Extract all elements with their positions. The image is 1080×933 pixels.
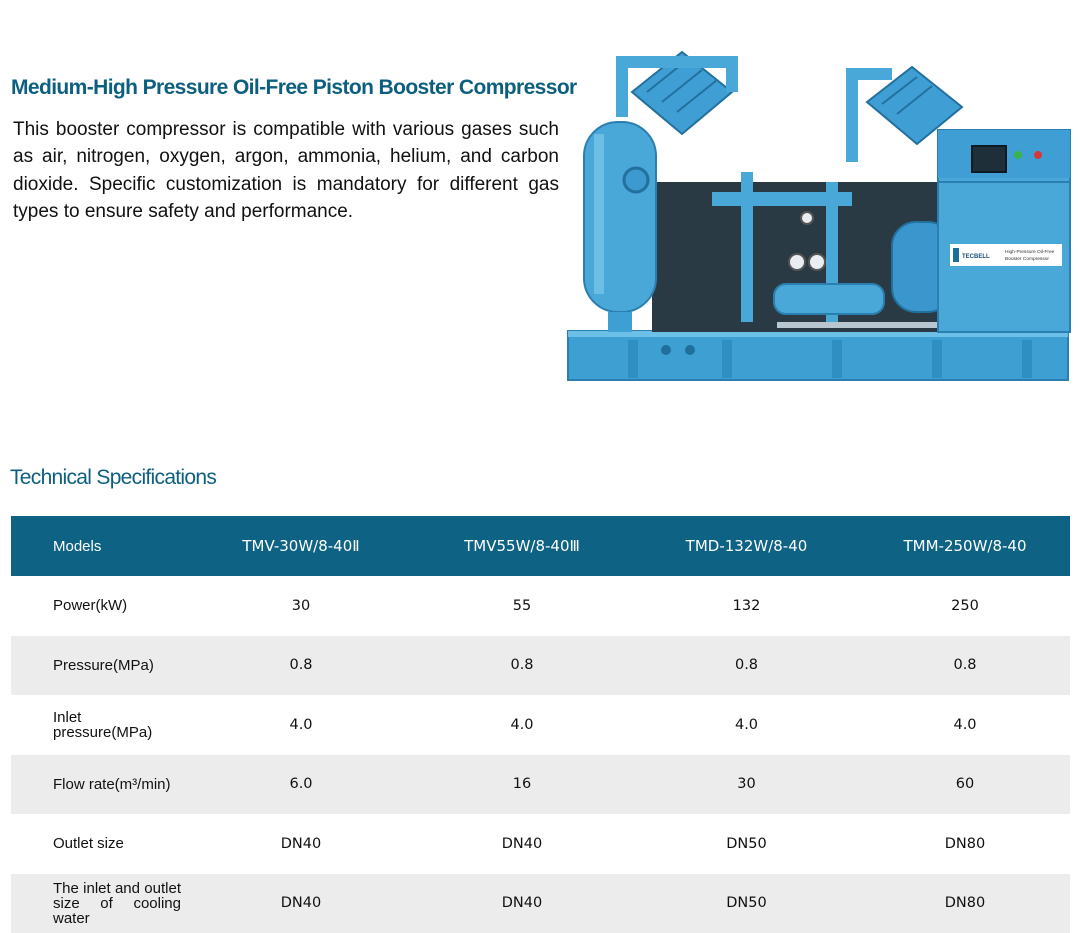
table-row — [11, 874, 1070, 933]
brand-logo-text: TECBELL — [962, 254, 990, 260]
cell-value: 60 — [955, 776, 975, 793]
table-row — [11, 814, 1070, 874]
cell-value: 30 — [291, 597, 311, 614]
cell-value: 0.8 — [953, 657, 977, 674]
cell-value: DN40 — [280, 895, 322, 912]
cell-value: 30 — [737, 776, 756, 793]
compressor-illustration — [568, 52, 1070, 380]
panel-label-line1: High-Pressure Oil-Free — [1005, 250, 1055, 255]
header-label: Models — [53, 537, 102, 555]
model-header: TMV-30W/8-40Ⅱ — [242, 537, 360, 555]
cell-value: 4.0 — [734, 716, 759, 733]
cell-value: 55 — [512, 597, 532, 614]
cell-value: DN80 — [944, 835, 986, 852]
product-description: This booster compressor is compatible with various gases such as air, nitrogen, oxygen, argon, ammonia, helium, and carbon dioxide. Specific customization is mandatory for different gas types to ensure safety and performance. — [13, 119, 559, 222]
cell-value: DN50 — [726, 835, 767, 852]
cell-value: 6.0 — [289, 776, 313, 793]
table-header-row — [11, 516, 1070, 576]
panel-label-line2: Booster Compressor — [1005, 257, 1049, 262]
cell-value: 4.0 — [953, 716, 977, 733]
row-label: Flow rate(m³/min) — [53, 775, 171, 793]
row-label: Pressure(MPa) — [53, 656, 154, 674]
cell-value: 132 — [732, 597, 761, 614]
cell-value: 0.8 — [289, 657, 313, 674]
table-row — [11, 695, 1070, 755]
cell-value: 4.0 — [510, 716, 534, 733]
cell-value: DN40 — [501, 895, 543, 912]
product-title: Medium-High Pressure Oil-Free Piston Booster Compressor — [11, 76, 577, 99]
row-label: The inlet and outlet size of cooling water — [53, 879, 181, 927]
row-label: Inlet pressure(MPa) — [53, 708, 153, 741]
cell-value: DN40 — [501, 835, 543, 852]
model-header: TMM-250W/8-40 — [903, 537, 1027, 555]
row-label: Power(kW) — [53, 597, 128, 615]
model-header: TMD-132W/8-40 — [685, 537, 808, 555]
specs-heading: Technical Specifications — [10, 466, 217, 489]
table-row — [11, 755, 1070, 815]
model-header: TMV55W/8-40Ⅲ — [464, 537, 580, 555]
cell-value: DN50 — [726, 895, 767, 912]
cell-value: 0.8 — [510, 657, 534, 674]
table-row — [11, 576, 1070, 636]
compressor-image — [562, 22, 1074, 384]
table-row — [11, 636, 1070, 696]
cell-value: DN40 — [280, 835, 322, 852]
row-label: Outlet size — [53, 835, 124, 853]
cell-value: 0.8 — [734, 657, 759, 674]
specs-table — [11, 516, 1070, 933]
cell-value: 250 — [951, 597, 979, 614]
cell-value: 16 — [512, 776, 532, 793]
cell-value: DN80 — [944, 895, 986, 912]
cell-value: 4.0 — [289, 716, 313, 733]
